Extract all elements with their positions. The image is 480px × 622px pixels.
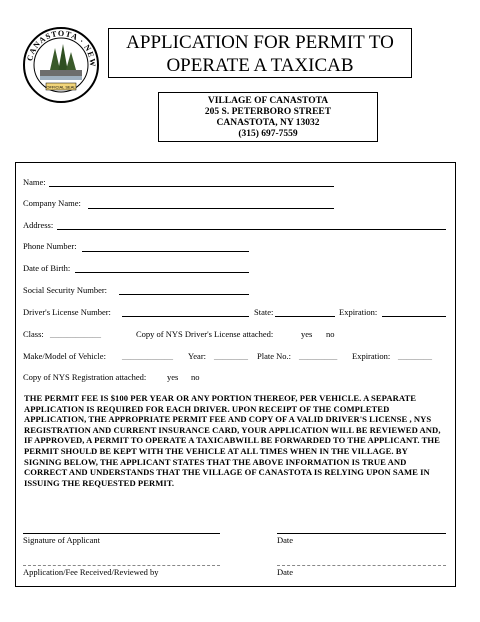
form-title [108,28,412,78]
make-model-field[interactable]: ____________ [122,351,173,361]
title-line-2: OPERATE A TAXICAB [166,55,354,76]
name-label: Name: [23,177,46,187]
class-field[interactable]: ____________ [50,329,101,339]
class-label: Class: [23,329,44,339]
company-label: Company Name: [23,198,81,208]
make-model-label: Make/Model of Vehicle: [23,351,106,361]
address-field[interactable] [57,229,446,230]
phone-label: Phone Number: [23,241,77,251]
expiration-field[interactable] [382,316,446,317]
reviewed-label: Application/Fee Received/Reviewed by [23,567,159,577]
seal-text: CANASTOTA · NEW [25,28,98,68]
state-field[interactable] [275,316,335,317]
permit-notice: THE PERMIT FEE IS $100 PER YEAR OR ANY PORTION THEREOF, PER VEHICLE. A SEPARATE APPLICATION IS REQUIRED FOR EACH DRIVER. UPON RECEIPT OF THE COMPLETED APPLICATION, THE APPROPRIATE PERMIT FEE AND COPY OF A VALID DRIVER'S LICENSE , NYS REGISTRATION AND CURRENT INSURANCE CARD, YOUR APPLICATION WILL BE REVIEWED AND, IF APPROVED, A PERMIT TO OPERATE A TAXICABWILL BE FORWARDED TO THE APPLICANT. THE PERMIT SHOULD BE KEPT WITH THE VEHICLE AT ALL TIMES WHEN IN THE VILLAGE. BY SIGNING BELOW, THE APPLICANT STATES THAT THE ABOVE INFORMATION IS TRUE AND CORRECT AND UNDERSTANDS THAT THE VILLAGE OF CANASTOTA IS RELYING UPON SAME IN ISSUING THE REQUESTED PERMIT. [24,393,441,488]
date2-line[interactable] [277,565,446,566]
date2-label: Date [277,567,294,577]
expiration-label: Expiration: [339,307,378,317]
address-label: Address: [23,220,54,230]
village-address [158,92,378,142]
copy-license-label: Copy of NYS Driver's License attached: [136,329,274,339]
phone-field[interactable] [82,251,249,252]
date1-label: Date [277,535,294,545]
state-label: State: [254,307,274,317]
copy-registration-label: Copy of NYS Registration attached: [23,372,147,382]
dob-label: Date of Birth: [23,263,71,273]
plate-label: Plate No.: [257,351,291,361]
reviewed-line[interactable] [23,565,220,566]
year-label: Year: [188,351,207,361]
seal-ribbon: OFFICIAL SEAL [46,84,76,90]
license-label: Driver's License Number: [23,307,111,317]
year-field[interactable]: ________ [214,351,248,361]
company-field[interactable] [88,208,334,209]
copy-license-yes[interactable]: yes [301,329,313,339]
applicant-signature-line[interactable] [23,533,220,534]
copy-registration-yes[interactable]: yes [167,372,179,382]
address-line-2: 205 S. PETERBORO STREET [204,107,332,117]
expiration2-label: Expiration: [352,351,391,361]
copy-registration-no[interactable]: no [191,372,200,382]
copy-license-no[interactable]: no [326,329,335,339]
ssn-field[interactable] [119,294,249,295]
expiration2-field[interactable]: ________ [398,351,432,361]
address-line-1: VILLAGE OF CANASTOTA [207,96,329,106]
village-seal [22,26,100,104]
plate-field[interactable]: _________ [299,351,338,361]
date1-line[interactable] [277,533,446,534]
ssn-label: Social Security Number: [23,285,108,295]
name-field[interactable] [49,186,334,187]
applicant-signature-label: Signature of Applicant [23,535,100,545]
dob-field[interactable] [75,272,249,273]
address-line-3: CANASTOTA, NY 13032 [216,118,320,128]
license-field[interactable] [122,316,249,317]
title-line-1: APPLICATION FOR PERMIT TO [126,32,394,53]
address-line-4: (315) 697-7559 [238,129,298,139]
application-form [15,162,456,587]
